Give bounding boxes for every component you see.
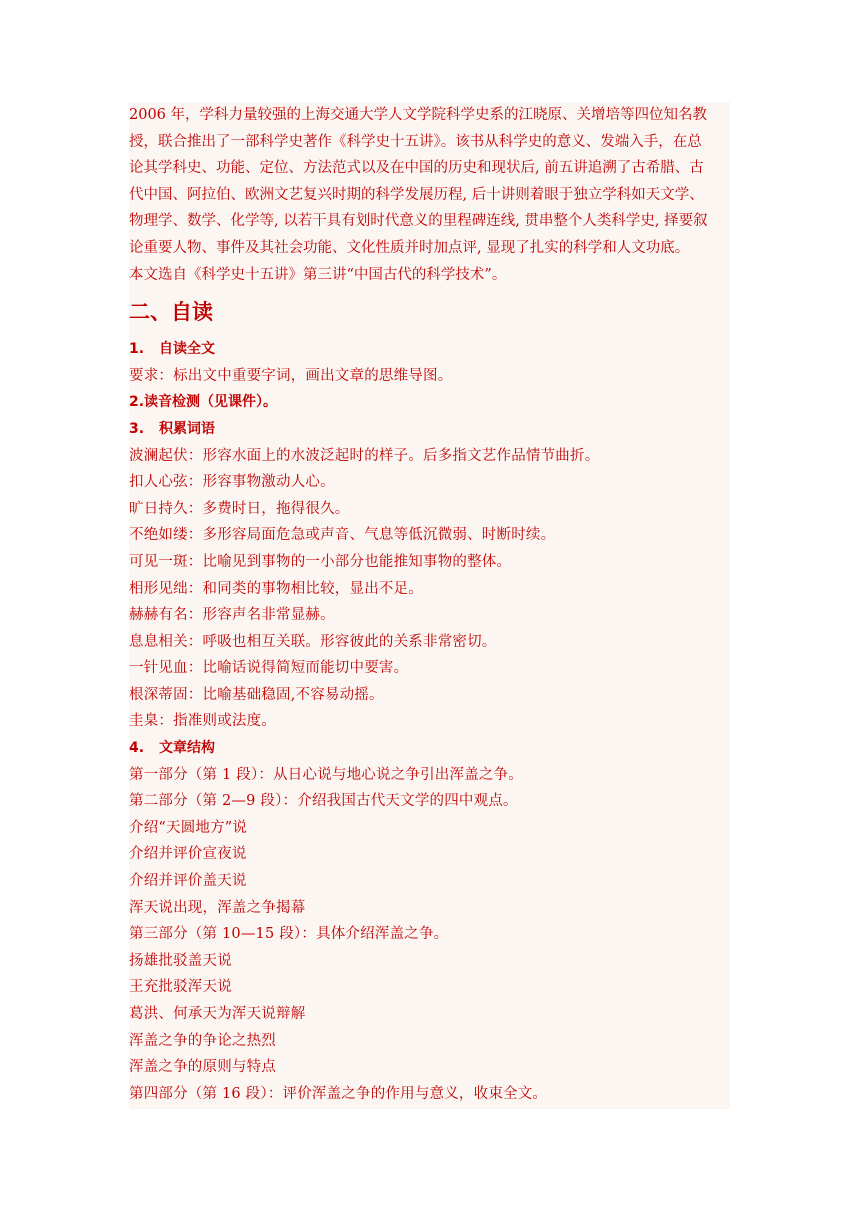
subheading-title: 文章结构: [159, 740, 215, 757]
subheading-1: [129, 336, 730, 363]
vocabulary-entry: 赫赫有名：形容声名非常显赫。: [129, 607, 335, 624]
intro-line: 本文选自《科学史十五讲》第三讲“中国古代的科学技术”。: [129, 266, 507, 283]
structure-list: [129, 762, 730, 1108]
intro-paragraph: [129, 102, 730, 288]
subheading-4: [129, 735, 730, 762]
subheading-title: 自读全文: [159, 341, 215, 358]
structure-line: 葛洪、何承天为浑天说辩解: [129, 1006, 306, 1022]
vocabulary-entry: 波澜起伏：形容水面上的水波泛起时的样子。后多指文艺作品情节曲折。: [129, 447, 600, 464]
intro-line: 物理学、数学、化学等, 以若干具有划时代意义的里程碑连线, 贯串整个人类科学史, 择要叙: [129, 213, 708, 230]
requirement-text: 要求：标出文中重要字词，画出文章的思维导图。: [129, 367, 453, 384]
intro-line: 代中国、阿拉伯、欧洲文艺复兴时期的科学发展历程, 后十讲则着眼于独立学科如天文学、: [129, 186, 704, 203]
vocabulary-list: [129, 443, 730, 736]
vocabulary-entry: 扣人心弦：形容事物激动人心。: [129, 474, 335, 491]
structure-line: 第三部分（第 10—15 段）：具体介绍浑盖之争。: [129, 926, 449, 943]
vocabulary-entry: 圭臬：指准则或法度。: [129, 713, 276, 730]
vocabulary-entry: 息息相关：呼吸也相互关联。形容彼此的关系非常密切。: [129, 633, 497, 650]
vocabulary-entry: 可见一斑：比喻见到事物的一小部分也能推知事物的整体。: [129, 553, 512, 570]
structure-line: 王充批驳浑天说: [129, 979, 232, 996]
structure-line: 浑天说出现，浑盖之争揭幕: [129, 899, 306, 916]
subheading-number: 4.: [129, 740, 145, 757]
subheading-3: [129, 416, 730, 443]
intro-line: 论重要人物、事件及其社会功能、文化性质并时加点评, 显现了扎实的科学和人文功底。: [129, 239, 690, 256]
intro-line: 2006 年，学科力量较强的上海交通大学人文学院科学史系的江晓原、关增培等四位知名教: [129, 107, 708, 123]
vocabulary-entry: 旷日持久：多费时日，拖得很久。: [129, 500, 350, 517]
structure-line: 第一部分（第 1 段）：从日心说与地心说之争引出浑盖之争。: [129, 766, 523, 783]
structure-line: 介绍并评价宣夜说: [129, 846, 247, 863]
structure-line: 第四部分（第 16 段）：评价浑盖之争的作用与意义，收束全文。: [129, 1085, 548, 1102]
intro-line: 论其学科史、功能、定位、方法范式以及在中国的历史和现状后, 前五讲追溯了古希腊、古: [129, 160, 704, 177]
document-body: [129, 102, 730, 1109]
structure-line: 介绍“天圆地方”说: [129, 819, 248, 836]
structure-line: 扬雄批驳盖天说: [129, 952, 232, 969]
subheading-title: 积累词语: [159, 420, 215, 437]
structure-line: 介绍并评价盖天说: [129, 873, 247, 890]
structure-line: 浑盖之争的争论之热烈: [129, 1032, 276, 1049]
section-heading: 二、自读: [129, 300, 213, 325]
intro-line: 授，联合推出了一部科学史著作《科学史十五讲》。该书从科学史的意义、发端入手，在总: [129, 133, 702, 150]
subheading-2: 2.读音检测（见课件）。: [129, 394, 278, 411]
structure-line: 第二部分（第 2—9 段）：介绍我国古代天文学的四中观点。: [129, 793, 518, 810]
vocabulary-entry: 相形见绌：和同类的事物相比较，显出不足。: [129, 580, 423, 597]
vocabulary-entry: 根深蒂固：比喻基础稳固,不容易动摇。: [129, 686, 384, 703]
subheading-number: 1.: [129, 341, 145, 358]
subheading-number: 3.: [129, 420, 145, 437]
structure-line: 浑盖之争的原则与特点: [129, 1059, 276, 1076]
vocabulary-entry: 不绝如缕：多形容局面危急或声音、气息等低沉微弱、时断时续。: [129, 527, 556, 544]
vocabulary-entry: 一针见血：比喻话说得简短而能切中要害。: [129, 660, 409, 677]
